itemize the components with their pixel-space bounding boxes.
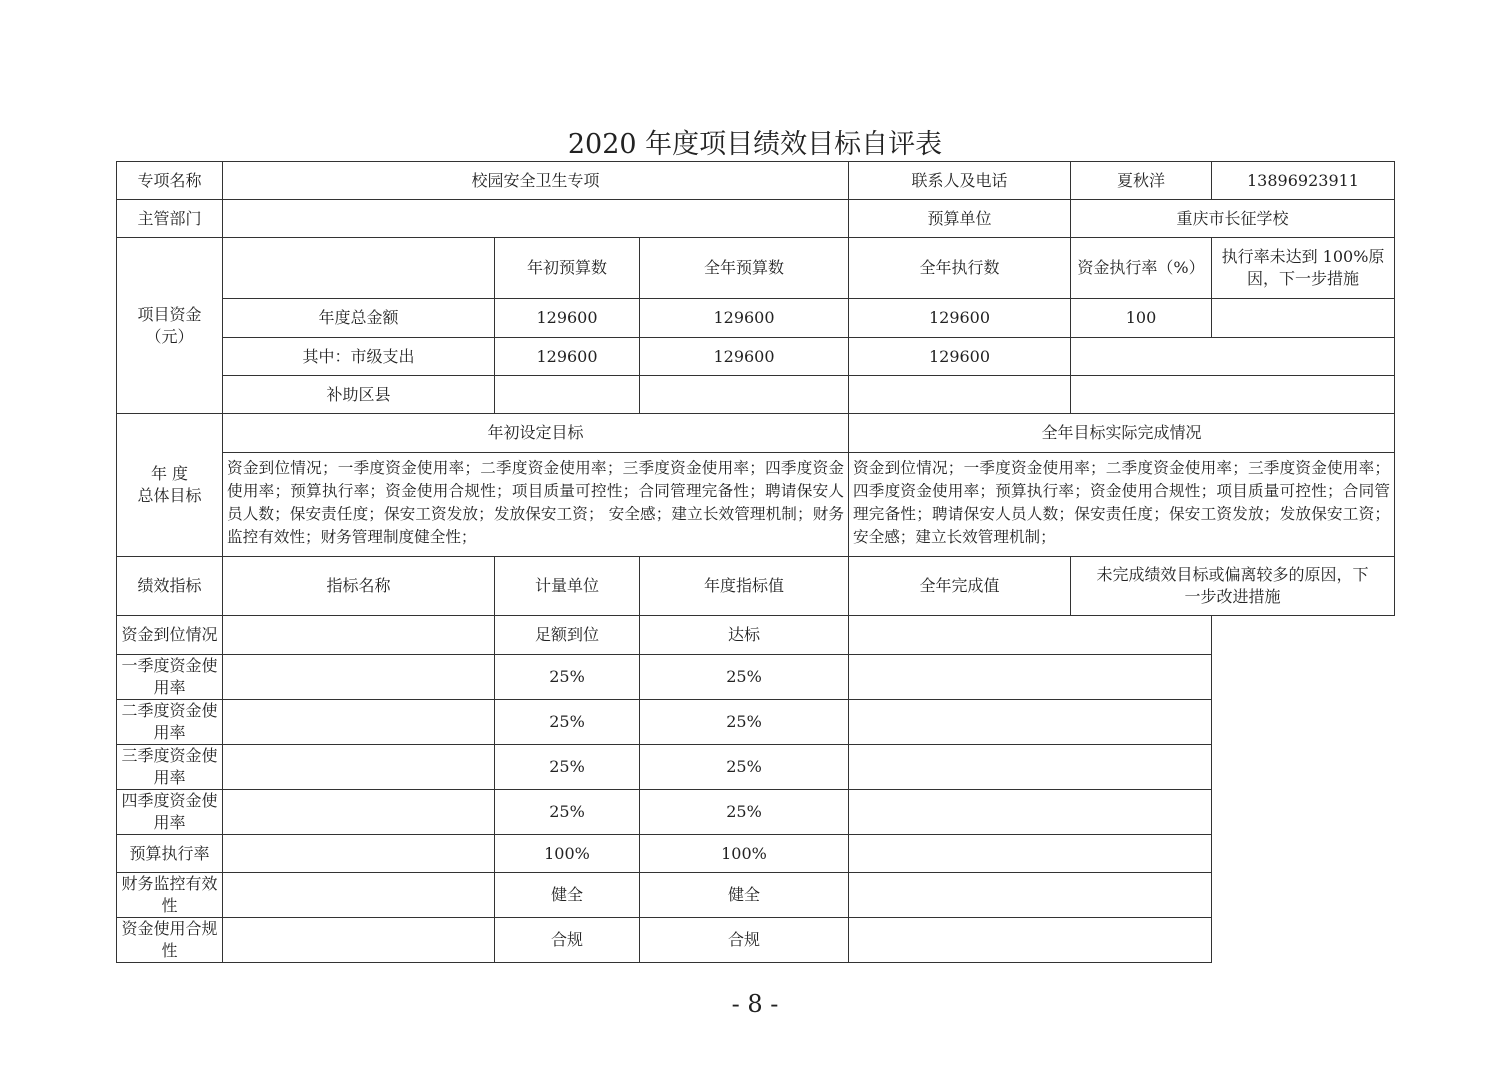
label-cell: 预算单位 [849, 200, 1071, 238]
indicator-name: 三季度资金使用率 [117, 745, 223, 790]
indicator-name: 四季度资金使用率 [117, 790, 223, 835]
label-cell: 专项名称 [117, 162, 223, 200]
header-cell: 全年预算数 [640, 238, 849, 299]
indicator-name: 一季度资金使用率 [117, 655, 223, 700]
indicator-reason [849, 700, 1212, 745]
fund-reason [1212, 299, 1395, 338]
funds-label: 项目资金（元） [117, 238, 223, 414]
indicator-target: 健全 [495, 873, 640, 918]
fund-annual: 129600 [640, 299, 849, 338]
fund-name: 其中：市级支出 [223, 338, 495, 376]
fund-initial: 129600 [495, 299, 640, 338]
project-name: 校园安全卫生专项 [223, 162, 849, 200]
fund-annual [640, 376, 849, 414]
indicator-target: 100% [495, 835, 640, 873]
indicator-row [117, 835, 1395, 873]
header-cell: 指标名称 [223, 557, 495, 616]
table-row [117, 238, 1395, 299]
fund-name: 补助区县 [223, 376, 495, 414]
header-cell: 年初预算数 [495, 238, 640, 299]
indicator-reason [849, 745, 1212, 790]
indicator-row [117, 745, 1395, 790]
indicator-unit [223, 835, 495, 873]
contact-name: 夏秋洋 [1071, 162, 1212, 200]
goals-actual-text: 资金到位情况；一季度资金使用率；二季度资金使用率；三季度资金使用率；四季度资金使用率；预算执行率；资金使用合规性；项目质量可控性；合同管理完备性；聘请保安人员人数；保安责任度；保安工资发放；发放保安工资；安全感；建立长效管理机制； [849, 453, 1395, 557]
indicator-reason [849, 655, 1212, 700]
fund-executed: 129600 [849, 299, 1071, 338]
indicator-reason [849, 616, 1212, 655]
table-row [117, 414, 1395, 453]
table-row [117, 200, 1395, 238]
indicator-target: 25% [495, 655, 640, 700]
page-number: - 8 - [731, 990, 779, 1018]
indicator-row [117, 918, 1395, 963]
header-cell: 资金执行率（%） [1071, 238, 1212, 299]
indicator-reason [849, 918, 1212, 963]
table-row [117, 557, 1395, 616]
dept-value [223, 200, 849, 238]
indicator-unit [223, 700, 495, 745]
table-row [117, 376, 1395, 414]
empty-cell [1071, 376, 1395, 414]
indicator-row [117, 790, 1395, 835]
evaluation-table [116, 161, 1395, 963]
header-cell: 全年执行数 [849, 238, 1071, 299]
indicator-name: 资金使用合规性 [117, 918, 223, 963]
indicator-target: 25% [495, 700, 640, 745]
indicator-actual: 健全 [640, 873, 849, 918]
indicator-row [117, 700, 1395, 745]
indicator-unit [223, 918, 495, 963]
indicator-target: 25% [495, 790, 640, 835]
indicator-name: 二季度资金使用率 [117, 700, 223, 745]
page-title: 2020 年度项目绩效目标自评表 [567, 129, 943, 160]
indicator-reason [849, 873, 1212, 918]
indicator-reason [849, 835, 1212, 873]
fund-annual: 129600 [640, 338, 849, 376]
indicator-actual: 合规 [640, 918, 849, 963]
indicator-actual: 25% [640, 655, 849, 700]
header-cell: 计量单位 [495, 557, 640, 616]
indicator-actual: 100% [640, 835, 849, 873]
empty-cell [1071, 338, 1395, 376]
indicator-target: 合规 [495, 918, 640, 963]
indicator-row [117, 655, 1395, 700]
table-row [117, 338, 1395, 376]
fund-initial [495, 376, 640, 414]
fund-executed: 129600 [849, 338, 1071, 376]
indicator-target: 25% [495, 745, 640, 790]
indicator-actual: 25% [640, 700, 849, 745]
fund-rate: 100 [1071, 299, 1212, 338]
indicator-target: 足额到位 [495, 616, 640, 655]
indicator-name: 预算执行率 [117, 835, 223, 873]
table-row [117, 299, 1395, 338]
indicator-unit [223, 616, 495, 655]
indicator-name: 财务监控有效性 [117, 873, 223, 918]
indicator-unit [223, 873, 495, 918]
indicator-reason [849, 790, 1212, 835]
table-row [117, 453, 1395, 557]
header-cell: 执行率未达到 100%原因，下一步措施 [1212, 238, 1395, 299]
table-row [117, 162, 1395, 200]
goals-set-text: 资金到位情况；一季度资金使用率；二季度资金使用率；三季度资金使用率；四季度资金使用率；预算执行率；资金使用合规性；项目质量可控性；合同管理完备性；聘请保安人员人数；保安责任度；保安工资发放；发放保安工资； 安全感；建立长效管理机制；财务监控有效性；财务管理制度健全性； [223, 453, 849, 557]
fund-initial: 129600 [495, 338, 640, 376]
header-cell: 全年完成值 [849, 557, 1071, 616]
header-cell: 年初设定目标 [223, 414, 849, 453]
header-cell: 未完成绩效目标或偏离较多的原因，下一步改进措施 [1071, 557, 1395, 616]
fund-name: 年度总金额 [223, 299, 495, 338]
label-cell: 主管部门 [117, 200, 223, 238]
indicator-row [117, 616, 1395, 655]
indicator-actual: 达标 [640, 616, 849, 655]
indicator-name: 资金到位情况 [117, 616, 223, 655]
indicator-unit [223, 790, 495, 835]
indicator-unit [223, 745, 495, 790]
label-cell: 联系人及电话 [849, 162, 1071, 200]
indicator-actual: 25% [640, 790, 849, 835]
contact-phone: 13896923911 [1212, 162, 1395, 200]
indicator-actual: 25% [640, 745, 849, 790]
indicator-row [117, 873, 1395, 918]
header-cell: 全年目标实际完成情况 [849, 414, 1395, 453]
fund-executed [849, 376, 1071, 414]
empty-cell [223, 238, 495, 299]
budget-unit: 重庆市长征学校 [1071, 200, 1395, 238]
indicator-unit [223, 655, 495, 700]
goals-label: 年 度 总体目标 [117, 414, 223, 557]
header-cell: 年度指标值 [640, 557, 849, 616]
indicators-label: 绩效指标 [117, 557, 223, 616]
